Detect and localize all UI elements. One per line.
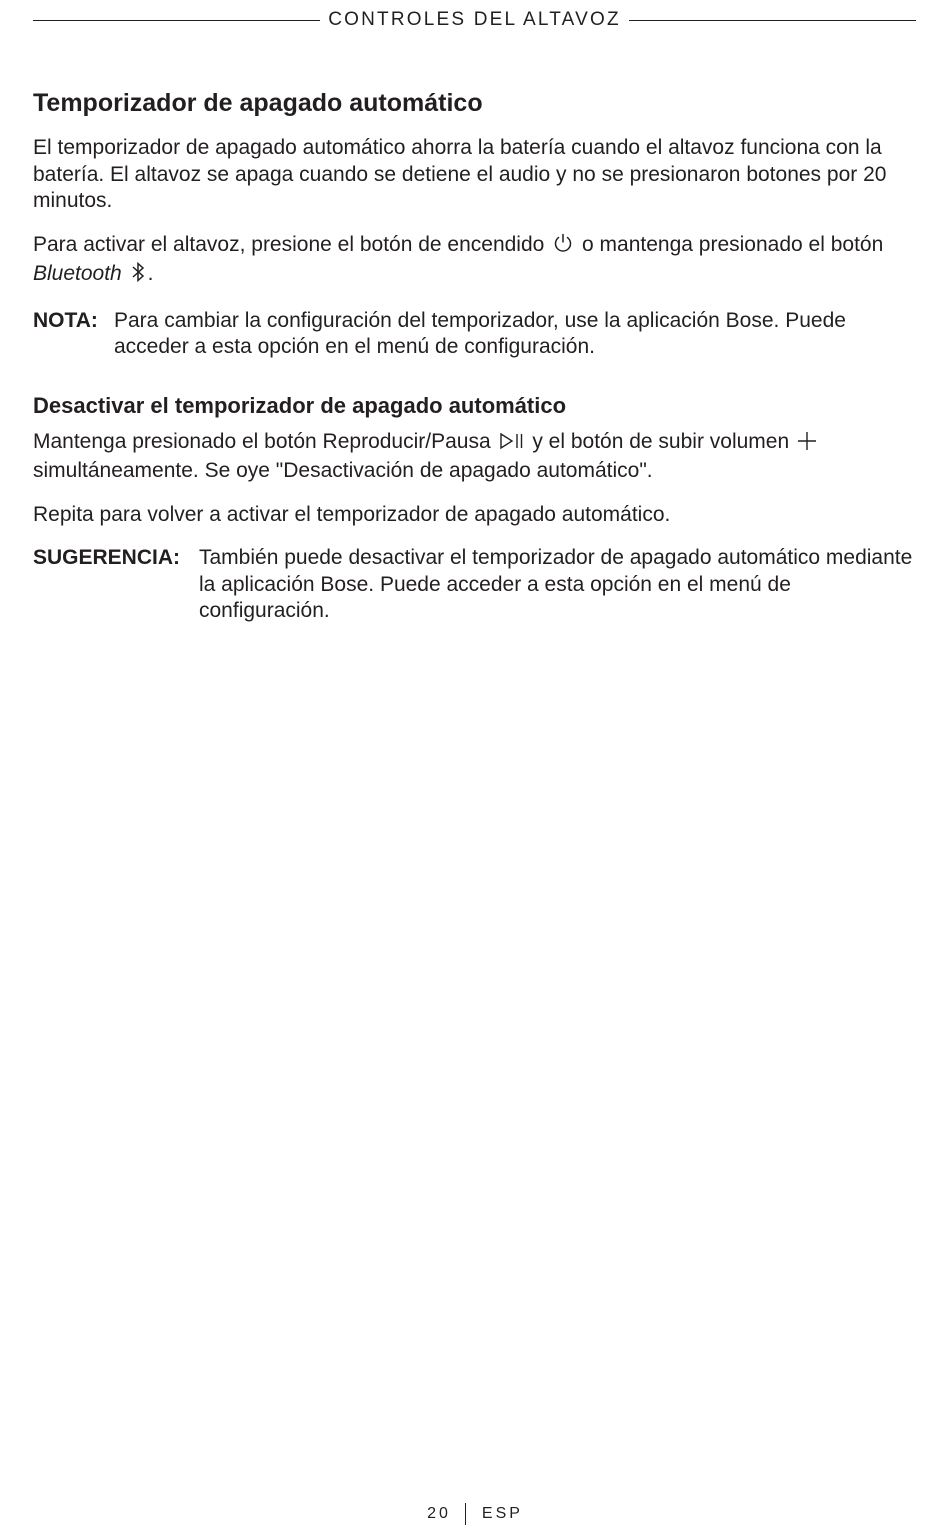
tip-block	[33, 545, 913, 625]
play-pause-icon	[499, 431, 525, 459]
bluetooth-label: Bluetooth	[33, 262, 122, 285]
tip-label: SUGERENCIA:	[33, 546, 181, 569]
language-code: ESP	[481, 1505, 523, 1522]
auto-off-description: El temporizador de apagado automático ahorra la batería cuando el altavoz funciona con la batería. El altavoz se apaga cuando se detiene el audio y no se presionaron botones por 20 minutos.	[33, 136, 887, 212]
disable-text-1: Mantenga presionado el botón Reproducir/Pausa	[33, 429, 491, 453]
wake-text-2: o mantenga presionado el botón	[582, 232, 884, 256]
page-content	[33, 86, 913, 642]
page-header	[33, 8, 916, 32]
plus-icon	[797, 431, 817, 459]
disable-instructions	[33, 429, 913, 485]
reactivate-instructions: Repita para volver a activar el temporizador de apagado automático.	[33, 502, 671, 526]
section-heading-auto-off: Temporizador de apagado automático	[33, 89, 483, 117]
section-heading-disable-auto-off: Desactivar el temporizador de apagado automático	[33, 392, 567, 418]
page-footer	[0, 1500, 950, 1528]
header-rule-right	[629, 20, 916, 21]
footer-separator	[465, 1503, 466, 1525]
disable-text-2: y el botón de subir volumen	[532, 429, 790, 453]
wake-text-1: Para activar el altavoz, presione el botón de encendido	[33, 232, 545, 256]
wake-text-end: .	[147, 262, 154, 285]
tip-text: También puede desactivar el temporizador de apagado automático mediante la aplicación Bose. Puede acceder a esta opción en el menú de configuración.	[199, 546, 913, 622]
page-number: 20	[427, 1505, 451, 1522]
bluetooth-icon	[130, 261, 146, 291]
note-text: Para cambiar la configuración del temporizador, use la aplicación Bose. Puede acceder a esta opción en el menú de configuración.	[114, 308, 846, 358]
wake-instructions	[33, 232, 913, 291]
note-block	[33, 308, 913, 361]
note-label: NOTA:	[33, 308, 98, 332]
power-icon	[552, 232, 574, 262]
disable-text-3: simultáneamente. Se oye "Desactivación de apagado automático".	[33, 459, 653, 482]
header-rule-left	[33, 20, 320, 21]
header-title: CONTROLES DEL ALTAVOZ	[328, 9, 621, 30]
